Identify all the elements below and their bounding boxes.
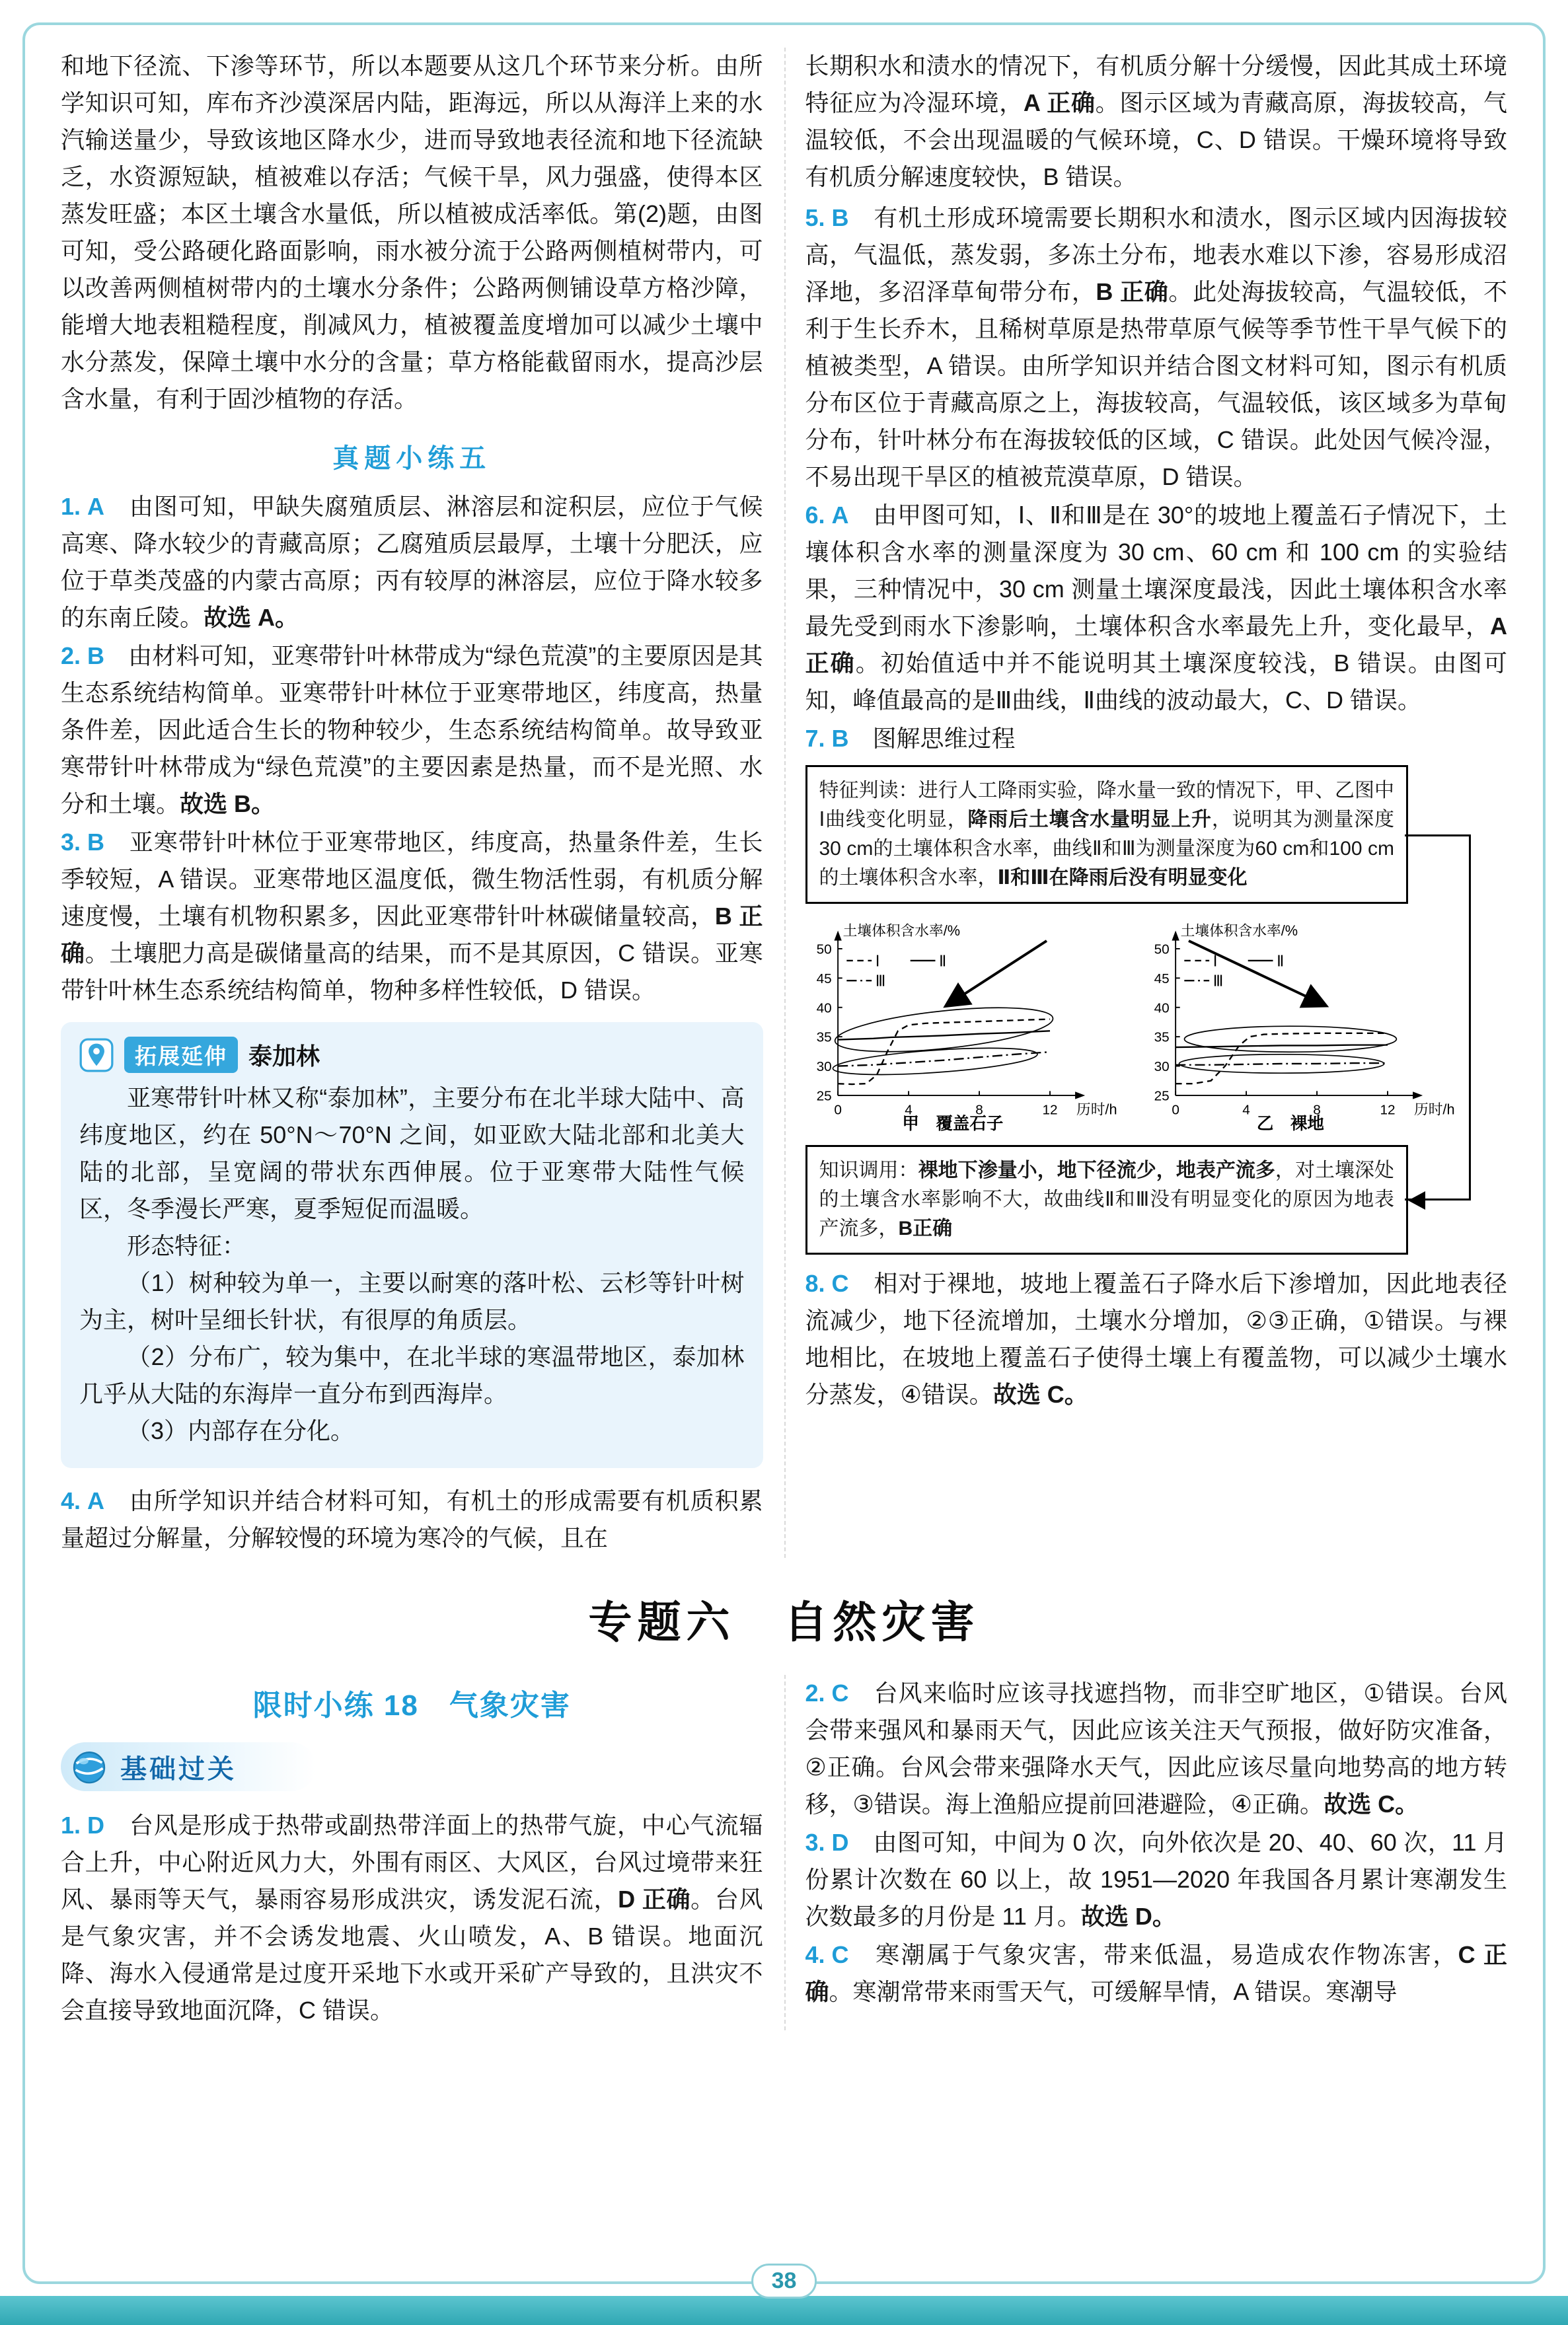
basics-ribbon-label: 基础过关 (120, 1754, 237, 1784)
answer-letter: A (831, 501, 849, 529)
svg-text:Ⅰ: Ⅰ (875, 952, 879, 970)
answer-item-1 (61, 488, 763, 636)
upper-region (61, 48, 1507, 1558)
timed-drill-title: 限时小练 18 气象灾害 (252, 1689, 571, 1722)
svg-text:甲 覆盖石子: 甲 覆盖石子 (901, 1114, 1003, 1133)
svg-text:Ⅱ: Ⅱ (938, 952, 946, 970)
svg-text:50: 50 (816, 941, 832, 957)
svg-text:50: 50 (1154, 941, 1170, 957)
lower-region (61, 1675, 1507, 2030)
answer-item-2c (805, 1675, 1508, 1823)
connector-line (1405, 834, 1471, 1200)
extension-label: 拓展延伸 (124, 1037, 238, 1073)
answer-item-5 (805, 200, 1508, 496)
svg-text:Ⅲ: Ⅲ (1213, 972, 1224, 990)
answer-number: 1. (61, 493, 81, 520)
extension-paragraph: （1）树种较为单一，主要以耐寒的落叶松、云杉等针叶树为主，树叶呈细长针状，有很厚的角质层。 (79, 1269, 745, 1333)
unit-title: 专题六 自然灾害 (588, 1598, 980, 1646)
answer-text: 由甲图可知，Ⅰ、Ⅱ和Ⅲ是在 30°的坡地上覆盖石子情况下，土壤体积含水率的测量深度为 30 cm、60 cm 和 100 cm 的实验结果，三种情况中，30 cm 测量土壤深度最浅，因此土壤体积含水率最先受到雨水下渗影响，土壤体积含水率最先上升，变化最早，A 正确。初始值适中并不能说明其土壤深度较浅，B 错误。由图可知，峰值最高的是Ⅲ曲线，Ⅱ曲线的波动最大，C、D 错误。 (805, 501, 1507, 714)
answer-text: 寒潮属于气象灾害，带来低温，易造成农作物冻害，C 正确。寒潮常带来雨雪天气，可缓解旱情，A 错误。寒潮导 (805, 1941, 1507, 2005)
svg-text:4: 4 (904, 1102, 913, 1118)
arrow-to-chart-jia (918, 936, 1057, 1015)
svg-text:25: 25 (816, 1088, 832, 1104)
answer-letter: A (87, 1487, 105, 1514)
answer-letter: B (831, 725, 849, 752)
svg-text:乙 裸地: 乙 裸地 (1256, 1114, 1324, 1133)
page-number: 38 (751, 2264, 817, 2299)
charts-row (805, 914, 1468, 1134)
svg-text:土壤体积含水率/%: 土壤体积含水率/% (842, 922, 960, 940)
left-column (61, 48, 763, 1558)
answer-text: 相对于裸地，坡地上覆盖石子降水后下渗增加，因此地表径流减少，地下径流增加，土壤水分增加，②③正确，①错误。与裸地相比，在坡地上覆盖石子使得土壤上有覆盖物，可以减少土壤水分蒸发，④错误。故选 C。 (805, 1269, 1507, 1408)
answer-number: 3. (61, 829, 81, 856)
answer-number: 7. (805, 725, 825, 752)
extension-paragraph: 亚寒带针叶林又称“泰加林”，主要分布在北半球大陆中、高纬度地区，约在 50°N～70°N 之间，如亚欧大陆北部和北美大陆的北部，呈宽阔的带状东西伸展。位于亚寒带大陆性气候区，冬季漫长严寒，夏季短促而温暖。 (79, 1084, 745, 1222)
svg-text:35: 35 (1154, 1029, 1170, 1045)
svg-text:40: 40 (1154, 1000, 1170, 1016)
svg-text:历时/h: 历时/h (1413, 1101, 1455, 1118)
answer-item-4c (805, 1937, 1508, 2011)
answer-text: 台风来临时应该寻找遮挡物，而非空旷地区，①错误。台风会带来强风和暴雨天气，因此应该关注天气预报，做好防灾准备，②正确。台风会带来强降水天气，因此应该尽量向地势高的地方转移，③错误。海上渔船应提前回港避险，④正确。故选 C。 (805, 1679, 1507, 1818)
svg-text:0: 0 (1172, 1102, 1179, 1118)
knowledge-application-box: 知识调用：裸地下渗量小，地下径流少，地表产流多，对土壤深处的土壤含水率影响不大，故曲线Ⅱ和Ⅲ没有明显变化的原因为地表产流多，B正确 (805, 1145, 1409, 1255)
svg-text:12: 12 (1380, 1102, 1396, 1118)
svg-text:30: 30 (1154, 1059, 1170, 1075)
answer-item-6 (805, 497, 1508, 719)
section-title-zhenti-xiaolian-5: 真题小练五 (332, 444, 492, 473)
answer-number: 3. (805, 1829, 825, 1856)
answer-letter: B (831, 204, 849, 231)
answer-item-3 (61, 824, 763, 1009)
answer-number: 2. (61, 642, 81, 669)
globe-icon (70, 1748, 108, 1786)
answer-item-4 (61, 1483, 763, 1557)
svg-text:4: 4 (1242, 1102, 1250, 1118)
arrow-to-chart-yi (1176, 936, 1347, 1015)
svg-text:30: 30 (816, 1059, 832, 1075)
extension-box (61, 1022, 763, 1468)
basics-ribbon (61, 1742, 316, 1791)
extension-box-header (79, 1037, 745, 1073)
answer-text: 由所学知识并结合材料可知，有机土的形成需要有机质积累量超过分解量，分解较慢的环境为寒冷的气候，且在 (61, 1487, 763, 1551)
answer-text: 台风是形成于热带或副热带洋面上的热带气旋，中心气流辐合上升，中心附近风力大，外围有雨区、大风区，台风过境带来狂风、暴雨等天气，暴雨容易形成洪灾，诱发泥石流，D 正确。台风是气象灾害，并不会诱发地震、火山喷发，A、B 错误。地面沉降、海水入侵通常是过度开采地下水或开采矿产导致的，且洪灾不会直接导致地面沉降，C 错误。 (61, 1812, 763, 2024)
svg-text:45: 45 (1154, 971, 1170, 986)
answer-item-3d (805, 1824, 1508, 1935)
svg-text:8: 8 (1313, 1102, 1321, 1118)
svg-text:40: 40 (816, 1000, 832, 1016)
answer-letter: D (87, 1812, 105, 1839)
svg-text:Ⅲ: Ⅲ (875, 972, 885, 990)
svg-text:历时/h: 历时/h (1076, 1101, 1117, 1118)
answer-text: 由材料可知，亚寒带针叶林带成为“绿色荒漠”的主要原因是其生态系统结构简单。亚寒带针叶林位于亚寒带地区，纬度高，热量条件差，因此适合生长的物种较少，生态系统结构简单。故导致亚寒带针叶林带成为“绿色荒漠”的主要因素是热量，而不是光照、水分和土壤。故选 B。 (61, 642, 763, 817)
bottom-edge-strip (0, 2296, 1568, 2325)
answer-letter: B (87, 642, 105, 669)
svg-text:土壤体积含水率/%: 土壤体积含水率/% (1180, 922, 1298, 940)
answer-letter: C (831, 1269, 849, 1297)
thinking-process-diagram (805, 765, 1508, 1255)
answer-text: 亚寒带针叶林位于亚寒带地区，纬度高，热量条件差，生长季较短，A 错误。亚寒带地区温度低，微生物活性弱，有机质分解速度慢，土壤有机物积累多，因此亚寒带针叶林碳储量较高，B 正确。土壤肥力高是碳储量高的结果，而不是其原因，C 错误。亚寒带针叶林生态系统结构简单，物种多样性较低，D 错误。 (61, 829, 763, 1004)
answer-letter: A (87, 493, 105, 520)
svg-text:8: 8 (975, 1102, 983, 1118)
extension-paragraph: （3）内部存在分化。 (127, 1417, 355, 1444)
answer-number: 1. (61, 1812, 81, 1839)
svg-text:12: 12 (1041, 1102, 1058, 1118)
answer-letter: C (831, 1679, 849, 1707)
right-column (805, 48, 1508, 1558)
svg-text:Ⅰ: Ⅰ (1213, 952, 1218, 970)
continuation-paragraph: 和地下径流、下渗等环节，所以本题要从这几个环节来分析。由所学知识可知，库布齐沙漠深居内陆，距海远，所以从海洋上来的水汽输送量少，导致该地区降水少，进而导致地表径流和地下径流缺乏，水资源短缺，植被难以存活；气候干旱，风力强盛，使得本区蒸发旺盛；本区土壤含水量低，所以植被成活率低。第(2)题，由图可知，受公路硬化路面影响，雨水被分流于公路两侧植树带内，可以改善两侧植树带内的土壤水分条件；公路两侧铺设草方格沙障，能增大地表粗糙程度，削减风力，植被覆盖度增加可以减少土壤中水分蒸发，保障土壤中水分的含量；草方格能截留雨水，提高沙层含水量，有利于固沙植物的存活。 (61, 52, 763, 412)
answer-number: 8. (805, 1269, 825, 1297)
answer-number: 4. (805, 1941, 825, 1968)
answer-letter: D (831, 1829, 849, 1856)
answer-text: 图解思维过程 (848, 725, 1016, 752)
answer-text: 由图可知，甲缺失腐殖质层、淋溶层和淀积层，应位于气候高寒、降水较少的青藏高原；乙腐殖质层最厚，土壤十分肥沃，应位于草类茂盛的内蒙古高原；丙有较厚的淋溶层，应位于降水较多的东南丘陵。故选 A。 (61, 493, 763, 631)
left-column (61, 1675, 763, 2030)
answer-item-7 (805, 720, 1508, 757)
connector-arrowhead (1408, 1191, 1425, 1210)
continuation-paragraph: 长期积水和渍水的情况下，有机质分解十分缓慢，因此其成土环境特征应为冷湿环境，A 正确。图示区域为青藏高原，海拔较高，气温较低，不会出现温暖的气候环境，C、D 错误。干燥环境将导致有机质分解速度较快，B 错误。 (805, 52, 1507, 190)
extension-paragraph: （2）分布广，较为集中，在北半球的寒温带地区，泰加林几乎从大陆的东海岸一直分布到西海岸。 (79, 1343, 745, 1407)
answer-number: 4. (61, 1487, 81, 1514)
answer-item-2 (61, 638, 763, 823)
svg-text:Ⅱ: Ⅱ (1276, 952, 1285, 970)
map-pin-icon (79, 1038, 114, 1072)
answer-text: 由图可知，中间为 0 次，向外依次是 20、40、60 次，11 月份累计次数在 60 以上，故 1951—2020 年我国各月累计寒潮发生次数最多的月份是 11 月。故选 D。 (805, 1829, 1507, 1930)
svg-text:0: 0 (833, 1102, 842, 1118)
answ er-text: 有机土形成环境需要长期积水和渍水，图示区域内因海拔较高，气温低，蒸发弱，多冻土分布，地表水难以下渗，容易形成沼泽地，多沼泽草甸带分布，B 正确。此处海拔较高，气温较低，不利于生长乔木，且稀树草原是热带草原气候等季节性干旱气候下的植被类型，A 错误。由所学知识并结合图文材料可知，图示有机质分布区位于青藏高原之上，海拔较高，气温较低，该区域多为草甸分布，针叶林分布在海拔较低的区域，C 错误。此处因气候冷湿，不易出现干旱区的植被荒漠草原，D 错误。 (805, 204, 1507, 490)
extension-topic: 泰加林 (248, 1043, 320, 1070)
answer-item-8 (805, 1265, 1508, 1413)
feature-reading-box: 特征判读：进行人工降雨实验，降水量一致的情况下，甲、乙图中Ⅰ曲线变化明显，降雨后土壤含水量明显上升，说明其为测量深度30 cm的土壤体积含水率，曲线Ⅱ和Ⅲ为测量深度为60 cm和100 cm的土壤体积含水率，Ⅱ和Ⅲ在降雨后没有明显变化 (805, 765, 1409, 904)
answer-letter: B (87, 829, 105, 856)
answer-number: 2. (805, 1679, 825, 1707)
answer-number: 5. (805, 204, 825, 231)
answer-item-1d (61, 1807, 763, 2029)
extension-paragraph: 形态特征： (127, 1232, 246, 1259)
svg-text:45: 45 (816, 971, 832, 986)
answer-number: 6. (805, 501, 825, 529)
right-column (805, 1675, 1508, 2030)
svg-text:35: 35 (816, 1029, 832, 1045)
svg-text:25: 25 (1154, 1088, 1170, 1104)
answer-letter: C (831, 1941, 849, 1968)
